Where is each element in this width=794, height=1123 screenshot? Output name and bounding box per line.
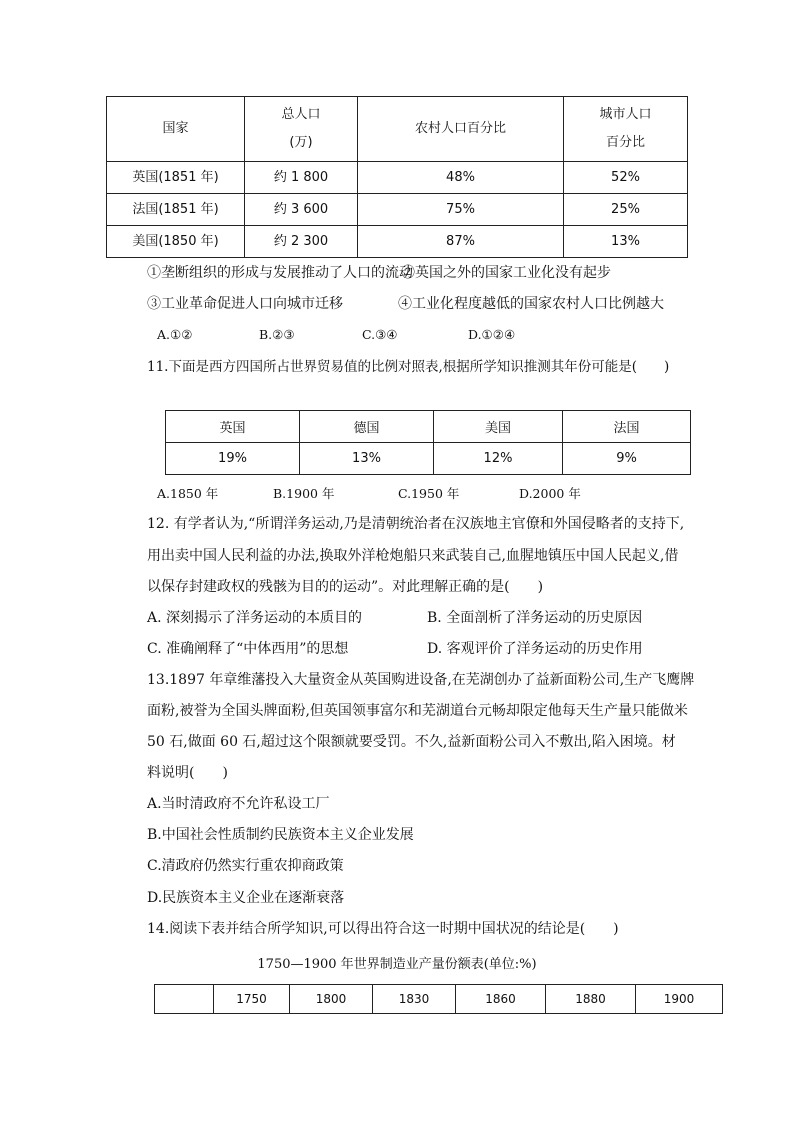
cell-value: 19%	[166, 443, 300, 475]
cell-urban: 25%	[564, 194, 688, 226]
cell-year: 1880	[546, 985, 636, 1014]
cell-rural: 75%	[358, 194, 564, 226]
manufacturing-share-table	[154, 984, 723, 1014]
q13-line-4: 料说明( )	[147, 765, 228, 781]
table-caption: 1750—1900 年世界制造业产量份额表(单位:%)	[257, 957, 537, 972]
statement-1: ①垄断组织的形成与发展推动了人口的流动	[147, 265, 413, 281]
q11-option-c[interactable]: C.1950 年	[398, 486, 460, 501]
table-row	[155, 985, 723, 1014]
statement-2: ②英国之外的国家工业化没有起步	[401, 265, 611, 281]
cell-total: 约 2 300	[245, 226, 358, 258]
q11-option-d[interactable]: D.2000 年	[519, 486, 581, 501]
statement-4: ④工业化程度越低的国家农村人口比例越大	[398, 296, 664, 312]
q12-line-1: 12. 有学者认为,“所谓洋务运动,乃是清朝统治者在汉族地主官僚和外国侵略者的支持下,	[147, 516, 685, 532]
q10-option-a[interactable]: A.①②	[157, 327, 193, 342]
cell-country: 美国(1850 年)	[107, 226, 245, 258]
cell-rural: 48%	[358, 162, 564, 194]
q13-option-d[interactable]: D.民族资本主义企业在逐渐衰落	[147, 890, 345, 906]
table-row	[107, 226, 688, 258]
cell-urban: 52%	[564, 162, 688, 194]
q10-option-d[interactable]: D.①②④	[468, 327, 516, 342]
cell-country: 英国(1851 年)	[107, 162, 245, 194]
cell-year: 1750	[214, 985, 290, 1014]
trade-share-table	[165, 410, 691, 475]
cell-year: 1860	[456, 985, 546, 1014]
statement-3: ③工业革命促进人口向城市迁移	[147, 296, 343, 312]
cell-value: 12%	[434, 443, 563, 475]
table-row	[107, 162, 688, 194]
header-total-population: 总人口 (万)	[245, 97, 358, 162]
cell-total: 约 1 800	[245, 162, 358, 194]
q13-line-3: 50 石,做面 60 石,超过这个限额就要受罚。不久,益新面粉公司入不敷出,陷入困境。材	[147, 734, 676, 750]
cell-rural: 87%	[358, 226, 564, 258]
header-urban-percent: 城市人口 百分比	[564, 97, 688, 162]
cell-year: 1830	[373, 985, 456, 1014]
q12-option-a[interactable]: A. 深刻揭示了洋务运动的本质目的	[147, 610, 363, 626]
cell-country: 法国(1851 年)	[107, 194, 245, 226]
cell-year: 1800	[290, 985, 373, 1014]
header-rural-percent: 农村人口百分比	[358, 97, 564, 162]
cell-value: 9%	[563, 443, 691, 475]
q13-option-c[interactable]: C.清政府仍然实行重农抑商政策	[147, 858, 344, 874]
q13-line-1: 13.1897 年章维藩投入大量资金从英国购进设备,在芜湖创办了益新面粉公司,生产飞鹰牌	[147, 672, 695, 688]
cell-country: 德国	[300, 411, 434, 443]
table-row	[166, 443, 691, 475]
q12-line-2: 用出卖中国人民利益的办法,换取外洋枪炮船只来武装自己,血腥地镇压中国人民起义,借	[147, 548, 679, 564]
cell-country: 法国	[563, 411, 691, 443]
q12-option-b[interactable]: B. 全面剖析了洋务运动的历史原因	[427, 610, 643, 626]
cell-country: 美国	[434, 411, 563, 443]
cell-urban: 13%	[564, 226, 688, 258]
q13-option-b[interactable]: B.中国社会性质制约民族资本主义企业发展	[147, 827, 414, 843]
q10-option-c[interactable]: C.③④	[362, 327, 398, 342]
population-table	[106, 96, 688, 258]
q12-option-d[interactable]: D. 客观评价了洋务运动的历史作用	[427, 641, 643, 657]
table-row	[166, 411, 691, 443]
q11-option-b[interactable]: B.1900 年	[273, 486, 335, 501]
cell-total: 约 3 600	[245, 194, 358, 226]
q12-option-c[interactable]: C. 准确阐释了“中体西用”的思想	[147, 641, 349, 657]
header-country: 国家	[107, 97, 245, 162]
table-row	[107, 194, 688, 226]
q10-option-b[interactable]: B.②③	[259, 327, 295, 342]
q11-option-a[interactable]: A.1850 年	[157, 486, 219, 501]
q11-stem: 11.下面是西方四国所占世界贸易值的比例对照表,根据所学知识推测其年份可能是( )	[147, 359, 670, 375]
cell-value: 13%	[300, 443, 434, 475]
cell-year: 1900	[636, 985, 723, 1014]
q13-line-2: 面粉,被誉为全国头牌面粉,但英国领事富尔和芜湖道台元畅却限定他每天生产量只能做米	[147, 703, 688, 719]
table-header-row	[107, 97, 688, 162]
cell-blank	[155, 985, 214, 1014]
q14-stem: 14.阅读下表并结合所学知识,可以得出符合这一时期中国状况的结论是( )	[147, 921, 619, 937]
q13-option-a[interactable]: A.当时清政府不允许私设工厂	[147, 796, 330, 812]
q12-line-3: 以保存封建政权的残骸为目的的运动”。对此理解正确的是( )	[147, 579, 544, 595]
cell-country: 英国	[166, 411, 300, 443]
